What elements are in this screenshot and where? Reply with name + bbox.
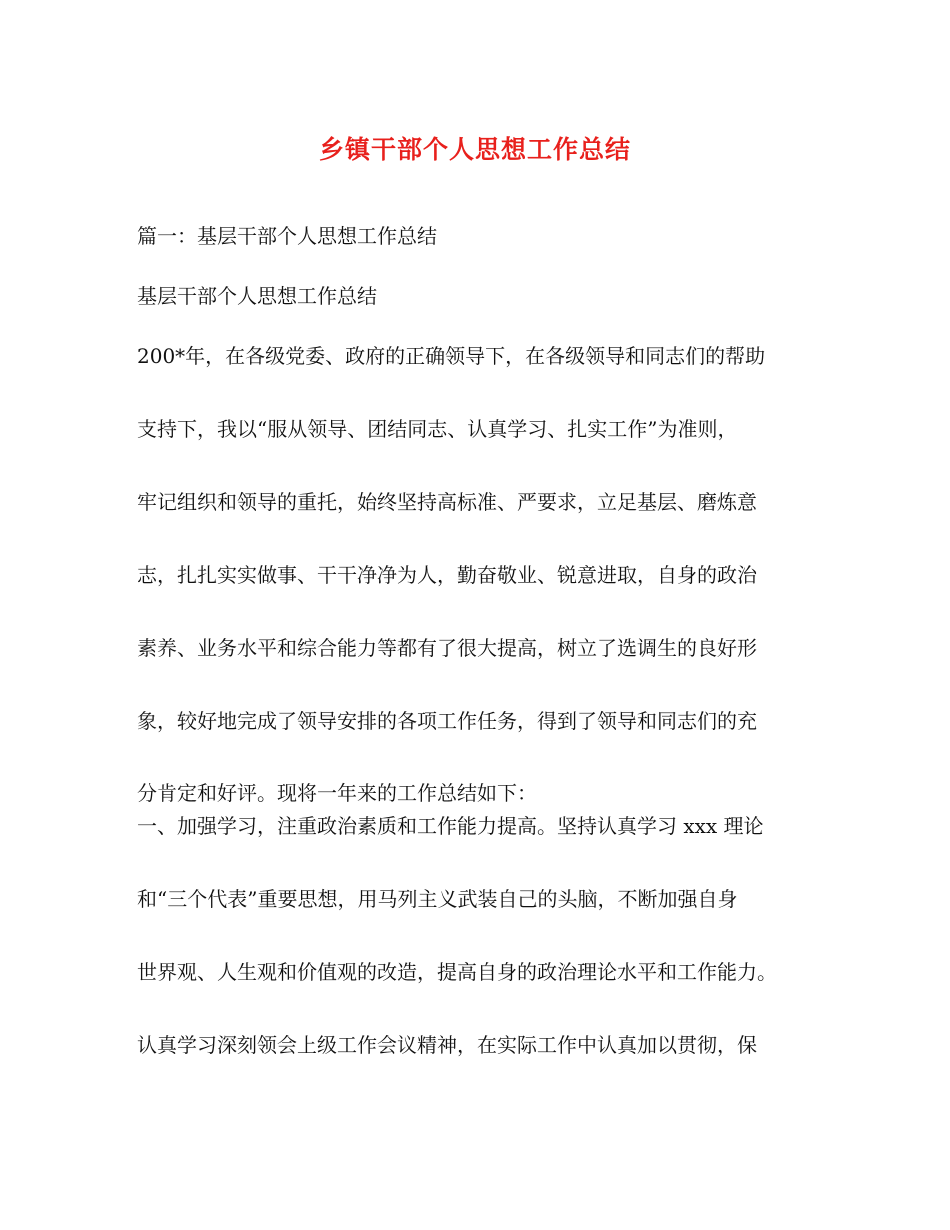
paragraph-line: 世界观、人生观和价值观的改造，提高自身的政治理论水平和工作能力。 (137, 960, 777, 984)
paragraph-line: 志，扎扎实实做事、干干净净为人，勤奋敬业、锐意进取，自身的政治 (137, 563, 757, 587)
paragraph-line: 一、加强学习，注重政治素质和工作能力提高。坚持认真学习 xxx 理论 (137, 814, 764, 838)
document-title: 乡镇干部个人思想工作总结 (318, 135, 631, 164)
paragraph-line: 分肯定和好评。现将一年来的工作总结如下： (137, 781, 537, 805)
paragraph-line: 认真学习深刻领会上级工作会议精神，在实际工作中认真加以贯彻，保 (137, 1033, 757, 1057)
subheading: 基层干部个人思想工作总结 (137, 284, 377, 308)
paragraph-line: 牢记组织和领导的重托，始终坚持高标准、严要求，立足基层、磨炼意 (137, 490, 757, 514)
paragraph-line: 支持下，我以“服从领导、团结同志、认真学习、扎实工作”为准则， (137, 417, 738, 441)
paragraph-line: 和“三个代表”重要思想，用马列主义武装自己的头脑，不断加强自身 (137, 887, 738, 911)
paragraph-line: 象，较好地完成了领导安排的各项工作任务，得到了领导和同志们的充 (137, 709, 757, 733)
paragraph-line: 200*年，在各级党委、政府的正确领导下，在各级领导和同志们的帮助 (137, 344, 766, 368)
paragraph-line: 素养、业务水平和综合能力等都有了很大提高，树立了选调生的良好形 (137, 636, 757, 660)
section-heading: 篇一：基层干部个人思想工作总结 (137, 224, 437, 248)
